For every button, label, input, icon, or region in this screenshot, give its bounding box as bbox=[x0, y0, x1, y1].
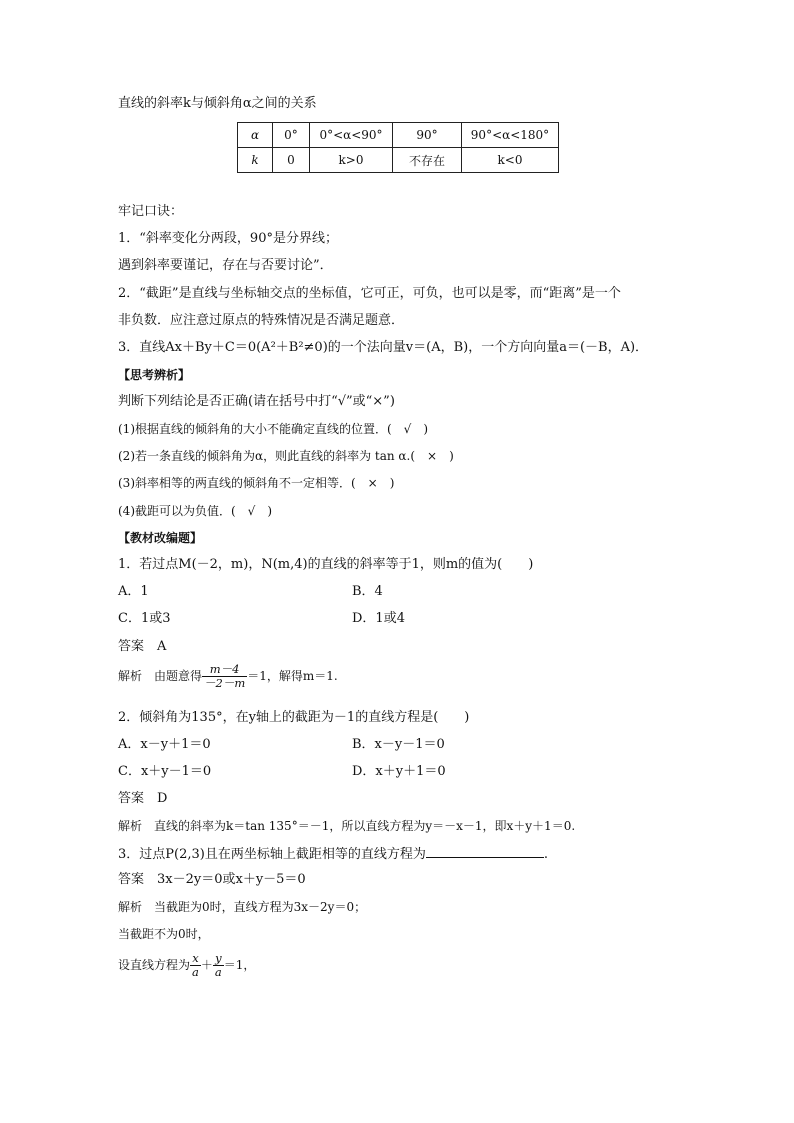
plus-sign: ＋ bbox=[200, 958, 213, 972]
q1-option-c: C．1或3 bbox=[118, 611, 171, 626]
q1-fraction bbox=[202, 663, 247, 690]
think-item-4: (4)截距可以为负值．( √ ) bbox=[118, 504, 273, 518]
slope-angle-table bbox=[237, 122, 559, 173]
point-1-line-2: 遇到斜率要谨记，存在与否要讨论”． bbox=[118, 258, 333, 273]
table-cell: 0°<α<90° bbox=[310, 123, 393, 148]
q1-answer: 答案 A bbox=[118, 639, 167, 654]
point-3: 3．直线Ax＋By＋C＝0(A²＋B²≠0)的一个法向量v＝(A，B)，一个方向向量a＝(－B，A)． bbox=[118, 340, 649, 355]
think-heading: 【思考辨析】 bbox=[118, 368, 191, 382]
q2-option-d: D．x＋y＋1＝0 bbox=[352, 764, 446, 779]
fraction-denominator: a bbox=[192, 965, 199, 979]
table-cell: 90°<α<180° bbox=[462, 123, 559, 148]
q3-analysis-1: 解析 当截距为0时，直线方程为3x－2y＝0； bbox=[118, 900, 367, 914]
q3-analysis-3-suffix: ＝1， bbox=[223, 958, 256, 972]
q3-fraction-1 bbox=[190, 952, 201, 979]
table-cell: k>0 bbox=[310, 148, 393, 173]
fraction-numerator: x bbox=[190, 952, 201, 966]
q1-option-a: A．1 bbox=[118, 584, 149, 599]
mnemonic-title: 牢记口诀： bbox=[118, 204, 184, 219]
q3-answer-blank bbox=[426, 845, 544, 858]
table-cell: k bbox=[238, 148, 273, 173]
think-instruction: 判断下列结论是否正确(请在括号中打“√”或“×”) bbox=[118, 394, 395, 409]
fraction-denominator: a bbox=[214, 965, 222, 979]
q3-fraction-2 bbox=[213, 952, 224, 979]
q2-answer: 答案 D bbox=[118, 791, 168, 806]
fraction-denominator: －2－m bbox=[204, 676, 246, 690]
q2-option-c: C．x＋y－1＝0 bbox=[118, 764, 212, 779]
fraction-numerator: y bbox=[213, 952, 224, 966]
q3-analysis-3-prefix: 设直线方程为 bbox=[118, 958, 191, 972]
table-cell: α bbox=[238, 123, 273, 148]
point-2-line-1: 2．“截距”是直线与坐标轴交点的坐标值，它可正，可负，也可以是零，而“距离”是一个 bbox=[118, 286, 621, 301]
q1-analysis-prefix: 解析 由题意得 bbox=[118, 669, 203, 683]
q2-analysis: 解析 直线的斜率为k＝tan 135°＝－1，所以直线方程为y＝－x－1，即x＋y＋1＝0. bbox=[118, 819, 576, 833]
q3-stem: 3．过点P(2,3)且在两坐标轴上截距相等的直线方程为 bbox=[118, 847, 426, 862]
table-cell: 不存在 bbox=[393, 148, 462, 173]
think-item-3: (3)斜率相等的两直线的倾斜角不一定相等．( × ) bbox=[118, 476, 395, 490]
q3-stem-line bbox=[118, 845, 548, 863]
q1-analysis bbox=[118, 663, 338, 690]
table-cell: 0° bbox=[273, 123, 310, 148]
table-row bbox=[238, 148, 559, 173]
q1-analysis-suffix: ＝1，解得m＝1. bbox=[247, 669, 338, 683]
table-row bbox=[238, 123, 559, 148]
think-item-2: (2)若一条直线的倾斜角为α，则此直线的斜率为 tan α.( × ) bbox=[118, 449, 454, 463]
fraction-numerator: m－4 bbox=[202, 663, 247, 677]
q1-option-d: D．1或4 bbox=[352, 611, 405, 626]
q3-stem-end: . bbox=[543, 847, 548, 862]
q2-stem: 2．倾斜角为135°，在y轴上的截距为－1的直线方程是( ) bbox=[118, 710, 470, 725]
q3-analysis-2: 当截距不为0时， bbox=[118, 927, 210, 941]
table-cell: 0 bbox=[273, 148, 310, 173]
table-cell: k<0 bbox=[462, 148, 559, 173]
textbook-heading: 【教材改编题】 bbox=[118, 531, 203, 545]
q1-option-b: B．4 bbox=[352, 584, 383, 599]
think-item-1: (1)根据直线的倾斜角的大小不能确定直线的位置．( √ ) bbox=[118, 422, 429, 436]
point-1-line-1: 1．“斜率变化分两段，90°是分界线； bbox=[118, 231, 338, 246]
q2-option-b: B．x－y－1＝0 bbox=[352, 737, 445, 752]
table-cell: 90° bbox=[393, 123, 462, 148]
q3-analysis-3 bbox=[118, 952, 255, 979]
q3-answer: 答案 3x－2y＝0或x＋y－5＝0 bbox=[118, 872, 306, 887]
q1-stem: 1．若过点M(－2，m)，N(m,4)的直线的斜率等于1，则m的值为( ) bbox=[118, 557, 534, 572]
intro-text: 直线的斜率k与倾斜角α之间的关系 bbox=[118, 96, 317, 111]
point-2-line-2: 非负数．应注意过原点的特殊情况是否满足题意． bbox=[118, 313, 405, 328]
q2-option-a: A．x－y＋1＝0 bbox=[118, 737, 211, 752]
